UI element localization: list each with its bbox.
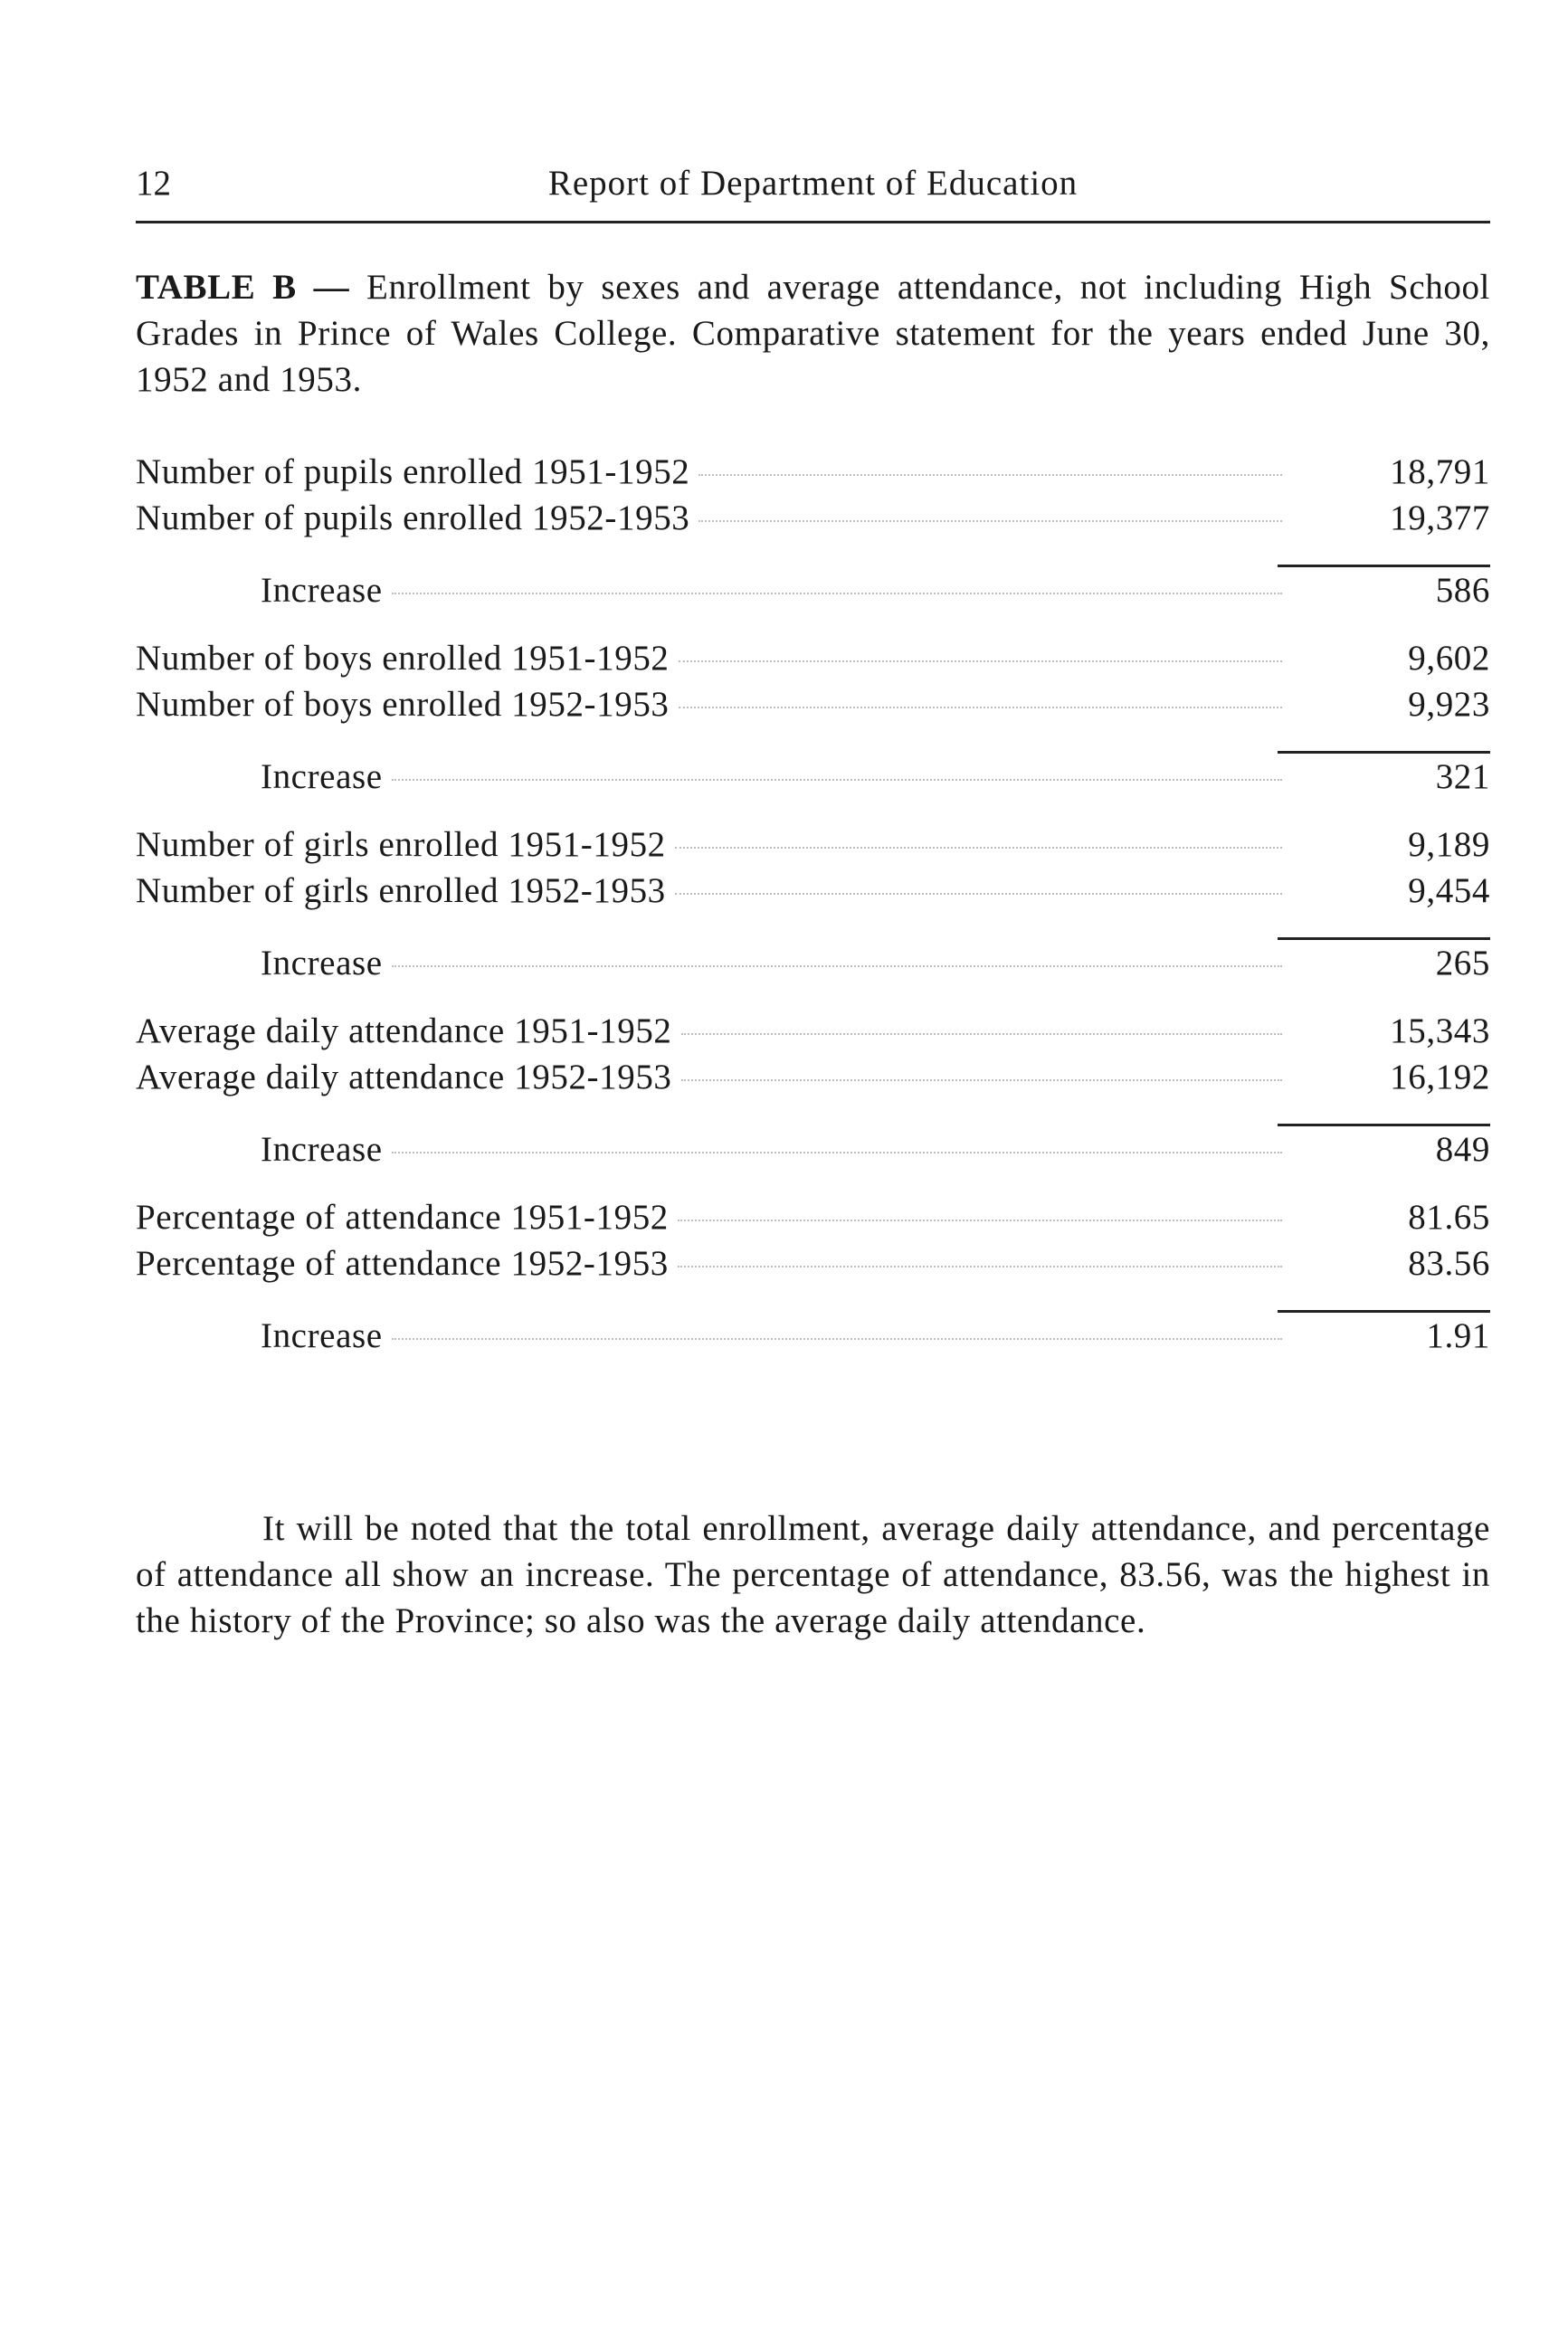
increase-value: 849 — [1435, 1130, 1490, 1169]
row-label: Average daily attendance 1952-1953 — [136, 1058, 672, 1097]
row-label: Average daily attendance 1951-1952 — [136, 1011, 672, 1050]
dot-leader — [392, 593, 1282, 594]
increase-row — [136, 567, 1490, 613]
dot-leader — [675, 893, 1282, 895]
ledger-row — [136, 821, 1490, 868]
dot-leader — [392, 779, 1282, 781]
row-value: 16,192 — [1390, 1058, 1490, 1097]
increase-label: Increase — [261, 1130, 383, 1169]
dot-leader — [392, 965, 1282, 967]
group-spacer — [136, 613, 1490, 635]
ledger-group-percentage — [136, 1194, 1490, 1359]
increase-label: Increase — [261, 944, 383, 983]
row-label: Percentage of attendance 1951-1952 — [136, 1198, 669, 1237]
row-value: 9,189 — [1408, 825, 1490, 864]
increase-value: 1.91 — [1426, 1316, 1490, 1355]
row-label: Number of boys enrolled 1951-1952 — [136, 639, 670, 678]
dot-leader — [698, 520, 1282, 522]
row-label: Number of pupils enrolled 1951-1952 — [136, 452, 690, 491]
header-rule — [136, 221, 1490, 223]
group-spacer — [136, 1172, 1490, 1194]
table-caption — [136, 264, 1490, 403]
dot-leader — [392, 1152, 1282, 1154]
row-value: 9,454 — [1408, 871, 1490, 910]
group-spacer — [136, 800, 1490, 821]
increase-label: Increase — [261, 1316, 383, 1355]
increase-row — [136, 1126, 1490, 1172]
dot-leader — [698, 474, 1282, 476]
dot-leader — [681, 1079, 1282, 1081]
table-caption-text: Enrollment by sexes and average attendance, not including High School Grades in Prince of Wales College. Comparative statement for the years ended June 30, 1952 and 1953. — [136, 268, 1490, 399]
row-label: Number of girls enrolled 1952-1953 — [136, 871, 666, 910]
dot-leader — [392, 1338, 1282, 1340]
ledger-group-boys — [136, 635, 1490, 800]
ledger-row — [136, 1194, 1490, 1240]
increase-row — [136, 940, 1490, 986]
ledger-row — [136, 868, 1490, 914]
running-head — [136, 161, 1490, 206]
group-spacer — [136, 986, 1490, 1008]
ledger-group-girls — [136, 821, 1490, 986]
row-label: Percentage of attendance 1952-1953 — [136, 1244, 669, 1283]
row-value: 9,602 — [1408, 639, 1490, 678]
closing-paragraph: It will be noted that the total enrollment, average daily attendance, and percentage of attendance all show an increase. The percentage of attendance, 83.56, was the highest in the history of the Province; so also was the average daily attendance. — [136, 1509, 1490, 1640]
ledger-row — [136, 1054, 1490, 1100]
increase-row — [136, 1313, 1490, 1359]
enrollment-ledger — [136, 449, 1490, 1359]
row-value: 19,377 — [1390, 498, 1490, 537]
increase-label: Increase — [261, 757, 383, 796]
dot-leader — [681, 1033, 1282, 1035]
dot-leader — [679, 660, 1282, 662]
row-value: 15,343 — [1390, 1011, 1490, 1050]
ledger-group-attendance — [136, 1008, 1490, 1172]
running-title: Report of Department of Education — [547, 164, 1079, 203]
ledger-row — [136, 1240, 1490, 1286]
row-value: 83.56 — [1408, 1244, 1490, 1283]
row-value: 81.65 — [1408, 1198, 1490, 1237]
table-label: TABLE B — — [136, 268, 350, 307]
row-label: Number of boys enrolled 1952-1953 — [136, 685, 670, 724]
ledger-group-pupils — [136, 449, 1490, 613]
dot-leader — [679, 707, 1282, 708]
row-value: 9,923 — [1408, 685, 1490, 724]
increase-row — [136, 754, 1490, 800]
ledger-row — [136, 495, 1490, 541]
row-value: 18,791 — [1390, 452, 1490, 491]
ledger-row — [136, 681, 1490, 727]
ledger-row — [136, 449, 1490, 495]
ledger-row — [136, 635, 1490, 681]
dot-leader — [675, 847, 1282, 849]
row-label: Number of girls enrolled 1951-1952 — [136, 825, 666, 864]
increase-value: 265 — [1435, 944, 1490, 983]
ledger-row — [136, 1008, 1490, 1054]
increase-label: Increase — [261, 571, 383, 610]
increase-value: 586 — [1435, 571, 1490, 610]
page-number: 12 — [136, 164, 171, 203]
row-label: Number of pupils enrolled 1952-1953 — [136, 498, 690, 537]
dot-leader — [678, 1266, 1282, 1267]
increase-value: 321 — [1435, 757, 1490, 796]
dot-leader — [678, 1220, 1282, 1221]
